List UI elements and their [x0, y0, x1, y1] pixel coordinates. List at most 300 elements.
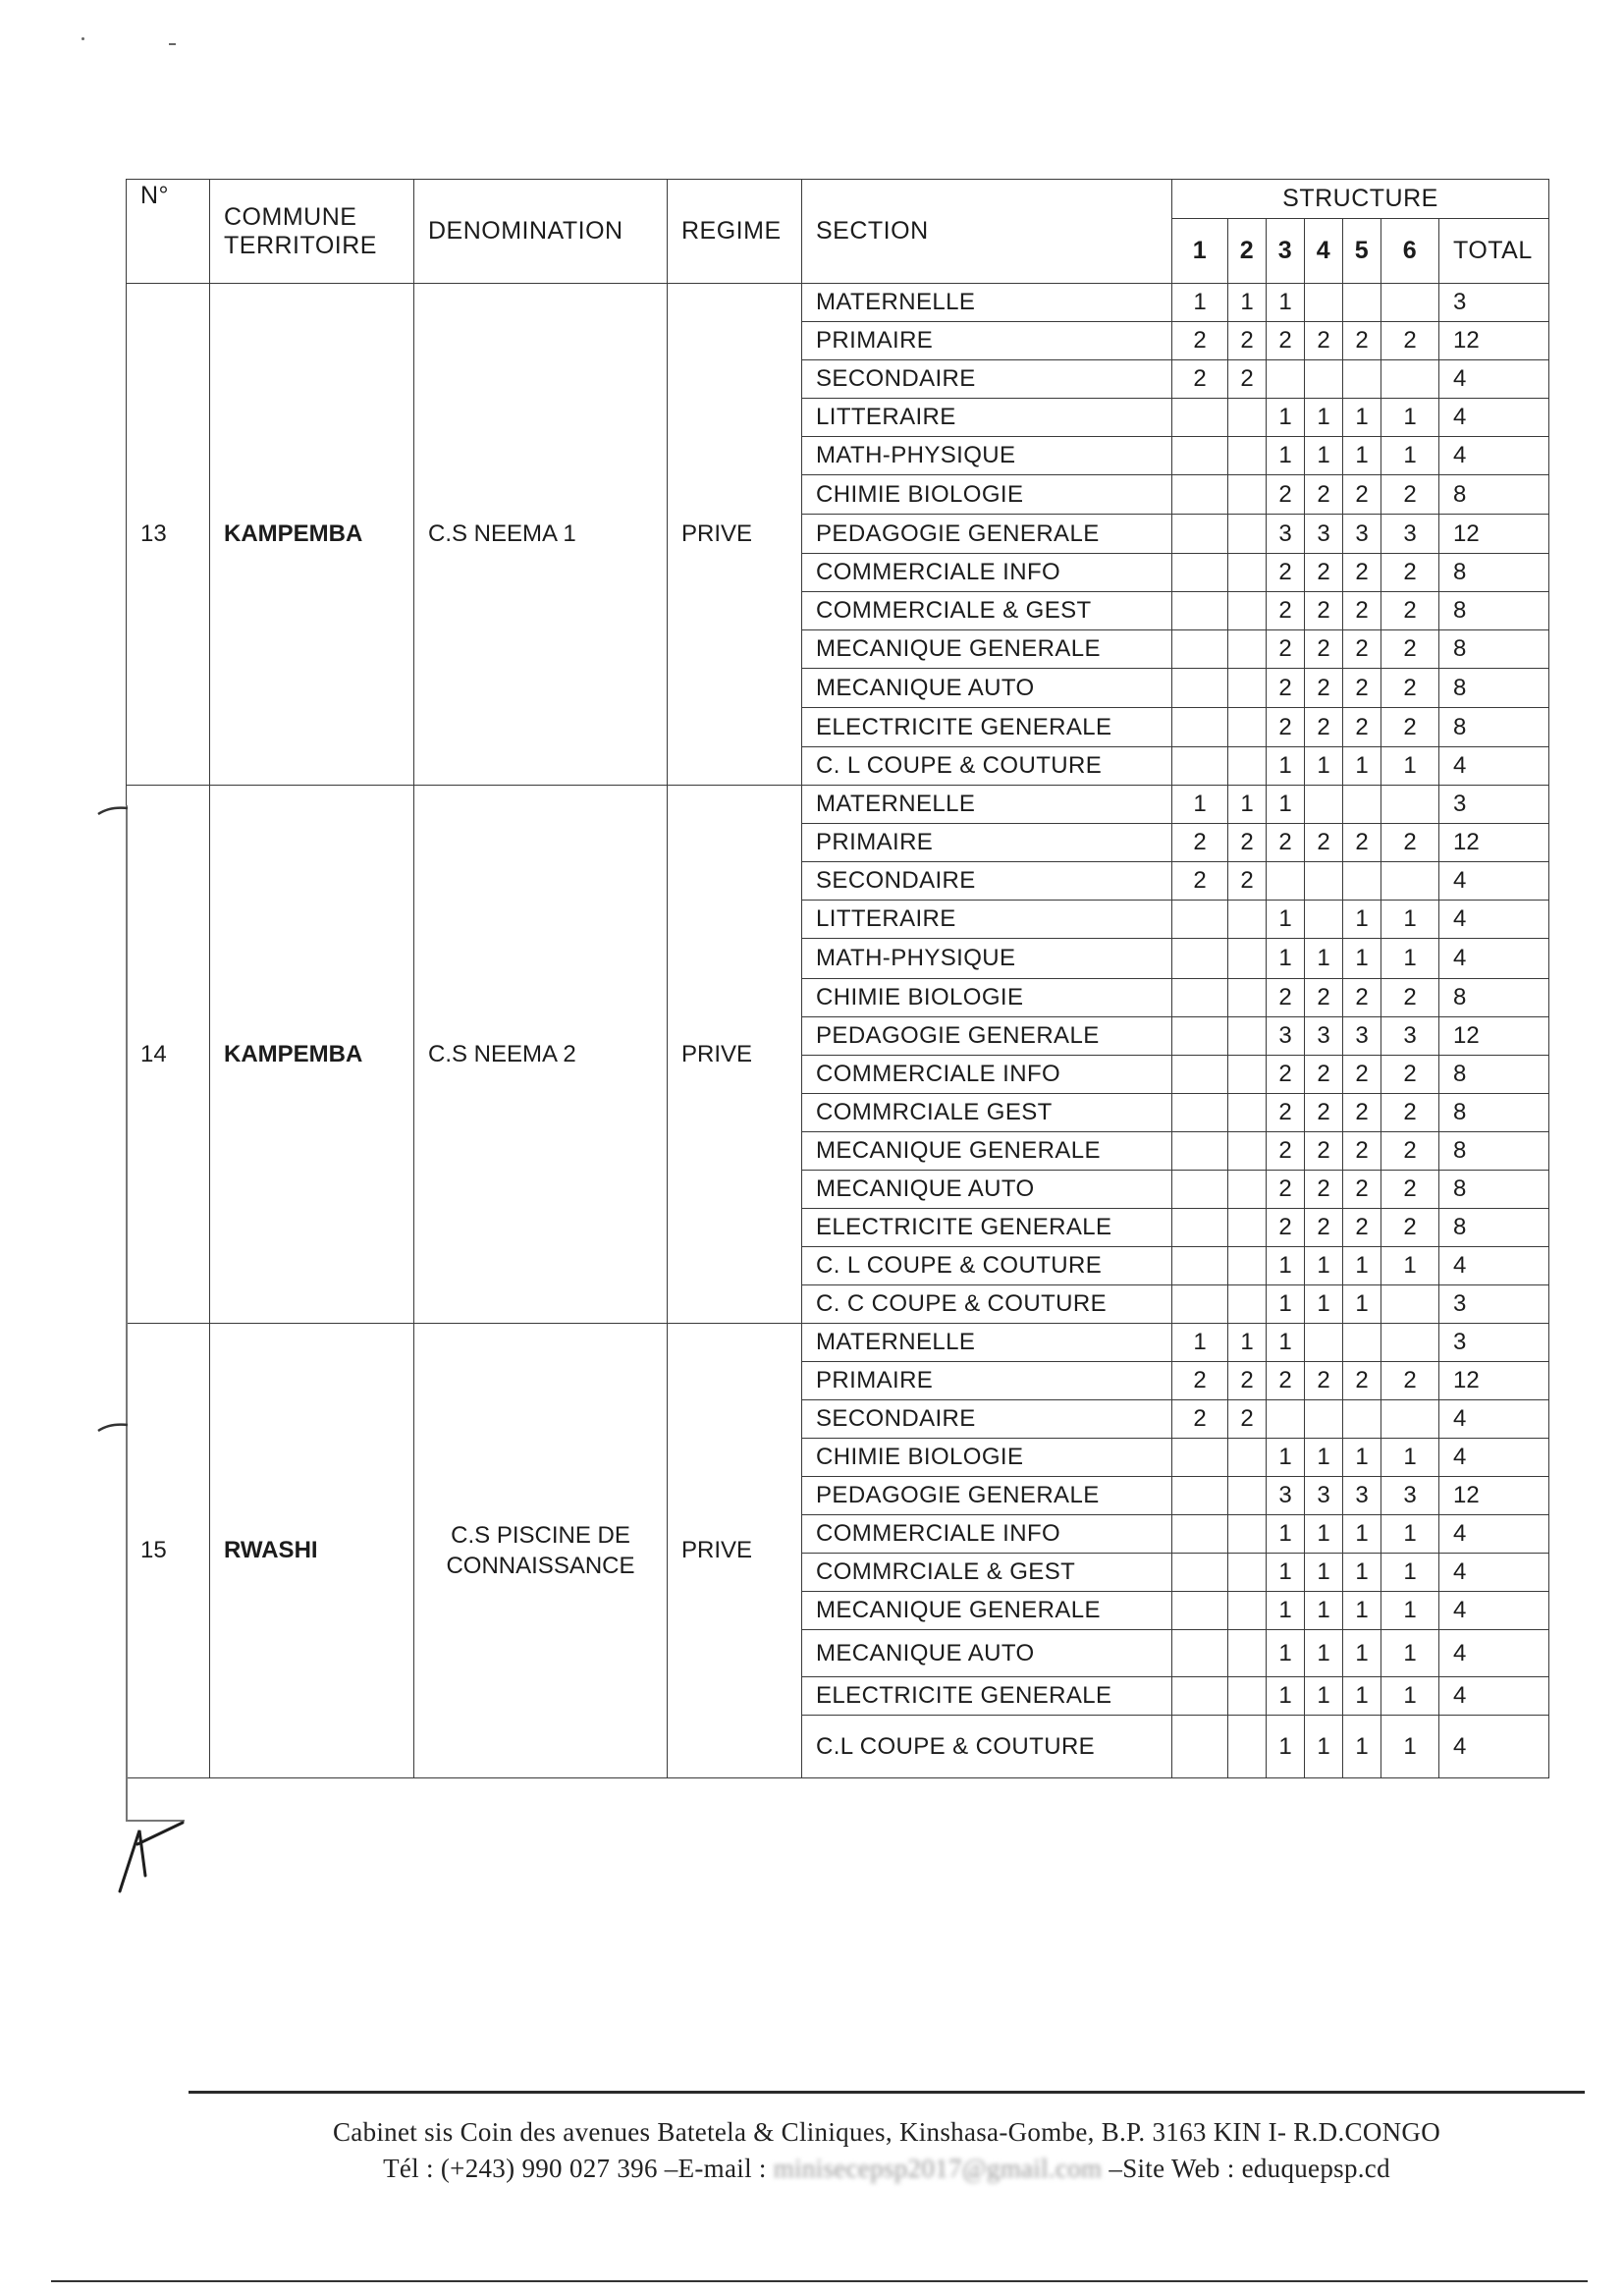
total-cell: 4 — [1439, 1554, 1549, 1592]
section-name: MATERNELLE — [802, 1324, 1172, 1362]
section-name: PRIMAIRE — [802, 824, 1172, 862]
structure-cell-5: 2 — [1343, 708, 1381, 747]
denomination-line: CONNAISSANCE — [446, 1553, 635, 1579]
structure-cell-3: 2 — [1267, 1056, 1305, 1094]
header-col-5: 5 — [1343, 219, 1381, 284]
structure-cell-2 — [1228, 1132, 1267, 1171]
total-cell: 8 — [1439, 708, 1549, 747]
section-name: ELECTRICITE GENERALE — [802, 1677, 1172, 1716]
structure-cell-3: 1 — [1267, 1592, 1305, 1630]
structure-cell-5: 2 — [1343, 554, 1381, 592]
total-cell: 8 — [1439, 979, 1549, 1017]
structure-cell-1 — [1172, 979, 1228, 1017]
structure-cell-2 — [1228, 1554, 1267, 1592]
school-regime: PRIVE — [668, 284, 802, 786]
structure-cell-4: 3 — [1305, 1477, 1343, 1515]
structure-cell-6 — [1381, 284, 1439, 322]
structure-cell-2: 1 — [1228, 284, 1267, 322]
structure-cell-6: 1 — [1381, 1716, 1439, 1778]
structure-cell-5: 2 — [1343, 1132, 1381, 1171]
structure-cell-1: 2 — [1172, 824, 1228, 862]
structure-cell-1 — [1172, 1247, 1228, 1285]
structure-cell-5: 2 — [1343, 1209, 1381, 1247]
structure-cell-6: 2 — [1381, 322, 1439, 360]
structure-cell-3: 1 — [1267, 437, 1305, 475]
footer-email-redacted: minisecepsp2017@gmail.com — [773, 2154, 1103, 2183]
structure-cell-3: 1 — [1267, 284, 1305, 322]
hand-tick-mark — [96, 805, 132, 817]
structure-cell-4: 1 — [1305, 399, 1343, 437]
structure-cell-5: 3 — [1343, 1017, 1381, 1056]
total-cell: 8 — [1439, 669, 1549, 708]
total-cell: 3 — [1439, 786, 1549, 824]
footer-contact — [189, 2154, 1585, 2184]
section-name: PEDAGOGIE GENERALE — [802, 1017, 1172, 1056]
structure-cell-3: 2 — [1267, 824, 1305, 862]
structure-cell-6: 2 — [1381, 1132, 1439, 1171]
structure-cell-3: 1 — [1267, 1515, 1305, 1554]
structure-cell-5: 2 — [1343, 630, 1381, 669]
structure-cell-6 — [1381, 360, 1439, 399]
table-row — [127, 284, 1549, 322]
header-regime: REGIME — [668, 180, 802, 284]
structure-cell-2: 2 — [1228, 322, 1267, 360]
structure-cell-3: 2 — [1267, 1362, 1305, 1400]
total-cell: 8 — [1439, 1209, 1549, 1247]
structure-cell-3: 1 — [1267, 1285, 1305, 1324]
structure-cell-4: 1 — [1305, 1285, 1343, 1324]
structure-cell-2 — [1228, 1677, 1267, 1716]
structure-cell-5 — [1343, 786, 1381, 824]
structure-cell-4: 2 — [1305, 708, 1343, 747]
footer-phone: Tél : (+243) 990 027 396 –E-mail : — [383, 2154, 774, 2183]
structure-cell-2 — [1228, 1630, 1267, 1677]
structure-cell-4: 1 — [1305, 1630, 1343, 1677]
scan-speck — [81, 37, 84, 40]
structure-cell-4 — [1305, 1324, 1343, 1362]
structure-cell-1 — [1172, 1209, 1228, 1247]
structure-cell-5: 2 — [1343, 475, 1381, 515]
structure-cell-3: 2 — [1267, 592, 1305, 630]
structure-cell-5: 2 — [1343, 1056, 1381, 1094]
structure-cell-2 — [1228, 1439, 1267, 1477]
structure-cell-1 — [1172, 399, 1228, 437]
structure-cell-6 — [1381, 1285, 1439, 1324]
section-name: MECANIQUE GENERALE — [802, 1132, 1172, 1171]
structure-cell-2 — [1228, 554, 1267, 592]
section-name: PEDAGOGIE GENERALE — [802, 1477, 1172, 1515]
structure-cell-4 — [1305, 360, 1343, 399]
structure-cell-3: 1 — [1267, 1554, 1305, 1592]
total-cell: 4 — [1439, 399, 1549, 437]
structure-cell-1 — [1172, 1171, 1228, 1209]
structure-cell-5: 1 — [1343, 399, 1381, 437]
total-cell: 8 — [1439, 1094, 1549, 1132]
total-cell: 3 — [1439, 1324, 1549, 1362]
structure-cell-3 — [1267, 862, 1305, 901]
structure-cell-2 — [1228, 592, 1267, 630]
structure-cell-1 — [1172, 1716, 1228, 1778]
section-name: ELECTRICITE GENERALE — [802, 708, 1172, 747]
structure-cell-6: 1 — [1381, 1439, 1439, 1477]
structure-cell-6: 2 — [1381, 1094, 1439, 1132]
structure-cell-1: 2 — [1172, 360, 1228, 399]
structure-cell-1 — [1172, 554, 1228, 592]
section-name: C.L COUPE & COUTURE — [802, 1716, 1172, 1778]
total-cell: 8 — [1439, 592, 1549, 630]
structure-cell-1 — [1172, 939, 1228, 979]
section-name: MECANIQUE AUTO — [802, 1171, 1172, 1209]
structure-cell-2: 2 — [1228, 360, 1267, 399]
structure-cell-1 — [1172, 1017, 1228, 1056]
structure-cell-4: 1 — [1305, 437, 1343, 475]
section-name: PEDAGOGIE GENERALE — [802, 515, 1172, 554]
structure-cell-4: 1 — [1305, 1515, 1343, 1554]
structure-cell-1 — [1172, 1515, 1228, 1554]
structure-cell-5: 2 — [1343, 322, 1381, 360]
structure-cell-2 — [1228, 1477, 1267, 1515]
structure-cell-4: 2 — [1305, 322, 1343, 360]
structure-cell-2 — [1228, 1056, 1267, 1094]
structure-cell-5: 2 — [1343, 1362, 1381, 1400]
structure-cell-2 — [1228, 1247, 1267, 1285]
section-name: C. L COUPE & COUTURE — [802, 747, 1172, 786]
structure-cell-6: 1 — [1381, 437, 1439, 475]
structure-cell-3: 2 — [1267, 979, 1305, 1017]
structure-cell-3: 2 — [1267, 669, 1305, 708]
school-commune: KAMPEMBA — [210, 284, 414, 786]
header-commune-line2: TERRITOIRE — [224, 231, 377, 259]
section-name: PRIMAIRE — [802, 1362, 1172, 1400]
section-name: COMMERCIALE & GEST — [802, 592, 1172, 630]
structure-cell-3 — [1267, 1400, 1305, 1439]
structure-cell-4 — [1305, 862, 1343, 901]
structure-cell-4: 1 — [1305, 1716, 1343, 1778]
section-name: MATH-PHYSIQUE — [802, 437, 1172, 475]
school-regime: PRIVE — [668, 786, 802, 1324]
structure-cell-3: 1 — [1267, 1716, 1305, 1778]
school-number: 13 — [127, 284, 210, 786]
structure-cell-2: 2 — [1228, 862, 1267, 901]
structure-cell-2 — [1228, 1017, 1267, 1056]
table-header — [127, 180, 1549, 284]
structure-cell-3: 2 — [1267, 475, 1305, 515]
table-row — [127, 1324, 1549, 1362]
structure-cell-5: 1 — [1343, 437, 1381, 475]
section-name: SECONDAIRE — [802, 360, 1172, 399]
total-cell: 4 — [1439, 437, 1549, 475]
structure-cell-6: 1 — [1381, 1592, 1439, 1630]
structure-cell-2 — [1228, 1209, 1267, 1247]
total-cell: 4 — [1439, 1716, 1549, 1778]
structure-cell-6: 2 — [1381, 475, 1439, 515]
total-cell: 4 — [1439, 1630, 1549, 1677]
section-name: LITTERAIRE — [802, 901, 1172, 939]
total-cell: 4 — [1439, 939, 1549, 979]
structure-cell-2 — [1228, 939, 1267, 979]
structure-cell-1: 1 — [1172, 786, 1228, 824]
structure-cell-4: 1 — [1305, 747, 1343, 786]
structure-cell-5: 1 — [1343, 1677, 1381, 1716]
structure-cell-4: 1 — [1305, 1247, 1343, 1285]
structure-cell-6: 1 — [1381, 1630, 1439, 1677]
structure-cell-4 — [1305, 901, 1343, 939]
structure-cell-4: 2 — [1305, 1094, 1343, 1132]
structure-cell-2 — [1228, 1515, 1267, 1554]
structure-cell-5: 1 — [1343, 1630, 1381, 1677]
structure-cell-3: 2 — [1267, 1094, 1305, 1132]
total-cell: 12 — [1439, 1017, 1549, 1056]
structure-cell-6 — [1381, 1400, 1439, 1439]
structure-cell-2 — [1228, 475, 1267, 515]
structure-cell-3: 2 — [1267, 1209, 1305, 1247]
structure-cell-1 — [1172, 475, 1228, 515]
structure-cell-4: 2 — [1305, 979, 1343, 1017]
structure-cell-4: 2 — [1305, 1132, 1343, 1171]
total-cell: 4 — [1439, 1247, 1549, 1285]
structure-cell-6: 2 — [1381, 824, 1439, 862]
structure-cell-1: 1 — [1172, 284, 1228, 322]
structure-cell-6: 2 — [1381, 1171, 1439, 1209]
handwritten-initial-mark — [110, 1819, 189, 1897]
school-denomination — [414, 284, 668, 786]
margin-rule — [126, 805, 128, 1821]
footer-rule — [189, 2091, 1585, 2094]
structure-cell-4: 2 — [1305, 475, 1343, 515]
structure-cell-3 — [1267, 360, 1305, 399]
structure-cell-4: 2 — [1305, 630, 1343, 669]
school-denomination — [414, 786, 668, 1324]
school-regime: PRIVE — [668, 1324, 802, 1778]
schools-structure-table — [126, 179, 1549, 1778]
structure-cell-3: 1 — [1267, 1677, 1305, 1716]
structure-cell-3: 2 — [1267, 554, 1305, 592]
header-denomination: DENOMINATION — [414, 180, 668, 284]
total-cell: 4 — [1439, 901, 1549, 939]
footer-website: –Site Web : eduquepsp.cd — [1102, 2154, 1390, 2183]
table-body — [127, 284, 1549, 1778]
structure-cell-1 — [1172, 1056, 1228, 1094]
scan-speck — [169, 43, 176, 45]
page-bottom-rule — [51, 2280, 1588, 2282]
structure-cell-5: 1 — [1343, 1439, 1381, 1477]
structure-cell-5: 2 — [1343, 669, 1381, 708]
structure-cell-5 — [1343, 1324, 1381, 1362]
structure-cell-5: 2 — [1343, 1171, 1381, 1209]
section-name: PRIMAIRE — [802, 322, 1172, 360]
structure-cell-1 — [1172, 747, 1228, 786]
total-cell: 12 — [1439, 824, 1549, 862]
structure-cell-6: 1 — [1381, 1247, 1439, 1285]
structure-cell-3: 2 — [1267, 708, 1305, 747]
structure-cell-1 — [1172, 1554, 1228, 1592]
structure-cell-5: 2 — [1343, 592, 1381, 630]
structure-cell-4 — [1305, 284, 1343, 322]
structure-cell-1 — [1172, 1285, 1228, 1324]
header-col-6: 6 — [1381, 219, 1439, 284]
header-col-1: 1 — [1172, 219, 1228, 284]
header-no: N° — [127, 180, 210, 284]
structure-cell-4 — [1305, 786, 1343, 824]
structure-cell-6: 3 — [1381, 1477, 1439, 1515]
structure-cell-2 — [1228, 1094, 1267, 1132]
section-name: CHIMIE BIOLOGIE — [802, 979, 1172, 1017]
structure-cell-2 — [1228, 515, 1267, 554]
section-name: LITTERAIRE — [802, 399, 1172, 437]
structure-cell-5: 1 — [1343, 1515, 1381, 1554]
structure-cell-5: 1 — [1343, 1554, 1381, 1592]
structure-cell-6: 2 — [1381, 669, 1439, 708]
section-name: MECANIQUE AUTO — [802, 1630, 1172, 1677]
section-name: MATH-PHYSIQUE — [802, 939, 1172, 979]
structure-cell-5: 2 — [1343, 824, 1381, 862]
structure-cell-6: 2 — [1381, 1362, 1439, 1400]
structure-cell-6: 1 — [1381, 1677, 1439, 1716]
structure-cell-1 — [1172, 1439, 1228, 1477]
total-cell: 4 — [1439, 1515, 1549, 1554]
structure-cell-4: 1 — [1305, 1677, 1343, 1716]
structure-cell-4: 3 — [1305, 515, 1343, 554]
section-name: COMMERCIALE INFO — [802, 554, 1172, 592]
structure-cell-6 — [1381, 786, 1439, 824]
table-row — [127, 786, 1549, 824]
structure-cell-4: 2 — [1305, 554, 1343, 592]
school-number: 15 — [127, 1324, 210, 1778]
section-name: MATERNELLE — [802, 284, 1172, 322]
total-cell: 8 — [1439, 630, 1549, 669]
section-name: COMMRCIALE & GEST — [802, 1554, 1172, 1592]
structure-cell-2: 2 — [1228, 824, 1267, 862]
structure-cell-3: 1 — [1267, 747, 1305, 786]
structure-cell-4: 2 — [1305, 592, 1343, 630]
header-col-3: 3 — [1267, 219, 1305, 284]
structure-cell-5: 1 — [1343, 901, 1381, 939]
school-denomination — [414, 1324, 668, 1778]
structure-cell-3: 3 — [1267, 515, 1305, 554]
structure-cell-1 — [1172, 901, 1228, 939]
structure-cell-6: 2 — [1381, 1209, 1439, 1247]
denomination-line: C.S PISCINE DE — [451, 1521, 630, 1549]
section-name: CHIMIE BIOLOGIE — [802, 1439, 1172, 1477]
structure-cell-6: 1 — [1381, 1554, 1439, 1592]
structure-cell-2 — [1228, 1171, 1267, 1209]
structure-cell-2 — [1228, 708, 1267, 747]
total-cell: 4 — [1439, 747, 1549, 786]
structure-cell-5 — [1343, 1400, 1381, 1439]
structure-cell-3: 1 — [1267, 1439, 1305, 1477]
structure-cell-6: 2 — [1381, 630, 1439, 669]
structure-cell-5: 2 — [1343, 979, 1381, 1017]
structure-cell-3: 2 — [1267, 322, 1305, 360]
total-cell: 4 — [1439, 862, 1549, 901]
structure-cell-5 — [1343, 862, 1381, 901]
structure-cell-2 — [1228, 1592, 1267, 1630]
section-name: COMMRCIALE GEST — [802, 1094, 1172, 1132]
structure-cell-3: 1 — [1267, 1324, 1305, 1362]
section-name: ELECTRICITE GENERALE — [802, 1209, 1172, 1247]
section-name: C. L COUPE & COUTURE — [802, 1247, 1172, 1285]
structure-cell-5: 1 — [1343, 1716, 1381, 1778]
structure-cell-1 — [1172, 437, 1228, 475]
structure-cell-4: 2 — [1305, 824, 1343, 862]
structure-cell-2 — [1228, 1716, 1267, 1778]
structure-cell-6: 2 — [1381, 979, 1439, 1017]
structure-cell-2 — [1228, 979, 1267, 1017]
total-cell: 8 — [1439, 554, 1549, 592]
structure-cell-3: 3 — [1267, 1477, 1305, 1515]
structure-cell-5: 3 — [1343, 1477, 1381, 1515]
structure-cell-4 — [1305, 1400, 1343, 1439]
header-col-2: 2 — [1228, 219, 1267, 284]
structure-cell-2: 1 — [1228, 786, 1267, 824]
total-cell: 4 — [1439, 1400, 1549, 1439]
section-name: MECANIQUE AUTO — [802, 669, 1172, 708]
total-cell: 4 — [1439, 1592, 1549, 1630]
structure-cell-3: 1 — [1267, 939, 1305, 979]
total-cell: 8 — [1439, 1056, 1549, 1094]
structure-cell-3: 1 — [1267, 786, 1305, 824]
structure-cell-6: 2 — [1381, 592, 1439, 630]
structure-cell-5: 1 — [1343, 1285, 1381, 1324]
structure-cell-3: 1 — [1267, 1247, 1305, 1285]
header-total: TOTAL — [1439, 219, 1549, 284]
total-cell: 12 — [1439, 322, 1549, 360]
structure-cell-1 — [1172, 1477, 1228, 1515]
header-commune-line1: COMMUNE — [224, 202, 357, 231]
school-number: 14 — [127, 786, 210, 1324]
structure-cell-1 — [1172, 515, 1228, 554]
structure-cell-4: 1 — [1305, 1592, 1343, 1630]
denomination-line: C.S NEEMA 1 — [428, 520, 576, 547]
structure-cell-1: 2 — [1172, 1400, 1228, 1439]
structure-cell-3: 1 — [1267, 901, 1305, 939]
structure-cell-2 — [1228, 669, 1267, 708]
section-name: MECANIQUE GENERALE — [802, 1592, 1172, 1630]
footer-address: Cabinet sis Coin des avenues Batetela & Cliniques, Kinshasa-Gombe, B.P. 3163 KIN I- R.D.CONGO — [332, 2117, 1441, 2147]
school-commune: KAMPEMBA — [210, 786, 414, 1324]
section-name: MECANIQUE GENERALE — [802, 630, 1172, 669]
structure-cell-6: 3 — [1381, 1017, 1439, 1056]
section-name: SECONDAIRE — [802, 862, 1172, 901]
structure-cell-4: 2 — [1305, 1171, 1343, 1209]
structure-cell-6: 1 — [1381, 901, 1439, 939]
total-cell: 4 — [1439, 360, 1549, 399]
structure-cell-3: 2 — [1267, 1171, 1305, 1209]
section-name: MATERNELLE — [802, 786, 1172, 824]
structure-cell-5 — [1343, 360, 1381, 399]
total-cell: 3 — [1439, 284, 1549, 322]
structure-cell-3: 3 — [1267, 1017, 1305, 1056]
structure-cell-3: 2 — [1267, 630, 1305, 669]
structure-cell-4: 2 — [1305, 1209, 1343, 1247]
denomination-line: C.S NEEMA 2 — [428, 1040, 576, 1067]
header-structure: STRUCTURE — [1172, 180, 1549, 219]
structure-cell-5: 3 — [1343, 515, 1381, 554]
structure-cell-6: 1 — [1381, 747, 1439, 786]
structure-cell-1 — [1172, 1630, 1228, 1677]
total-cell: 12 — [1439, 1477, 1549, 1515]
total-cell: 3 — [1439, 1285, 1549, 1324]
structure-cell-3: 1 — [1267, 399, 1305, 437]
structure-cell-4: 3 — [1305, 1017, 1343, 1056]
structure-cell-1 — [1172, 669, 1228, 708]
structure-cell-2 — [1228, 437, 1267, 475]
school-commune: RWASHI — [210, 1324, 414, 1778]
structure-cell-2: 1 — [1228, 1324, 1267, 1362]
section-name: SECONDAIRE — [802, 1400, 1172, 1439]
hand-tick-mark — [96, 1422, 132, 1434]
structure-cell-1 — [1172, 1094, 1228, 1132]
